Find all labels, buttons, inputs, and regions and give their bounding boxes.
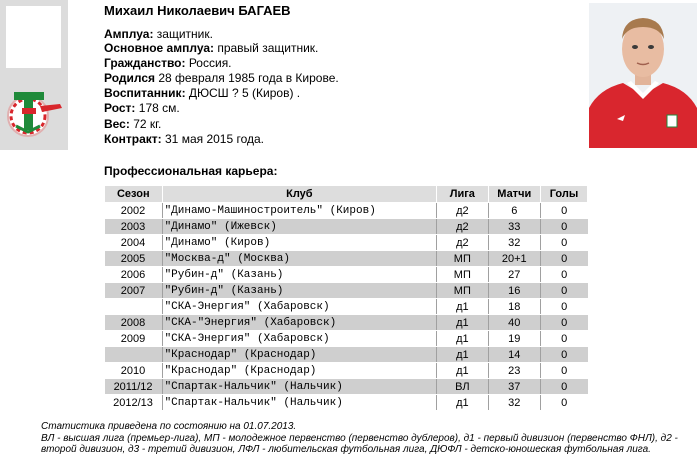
info-academy bbox=[104, 85, 300, 101]
info-value: защитник. bbox=[153, 27, 213, 41]
cell-matches: 14 bbox=[488, 347, 540, 363]
info-label: Контракт: bbox=[104, 132, 162, 146]
info-label: Амплуа: bbox=[104, 27, 154, 41]
stats-date-note: Статистика приведена по состоянию на 01.07.2013. bbox=[41, 421, 297, 432]
info-value: 72 кг. bbox=[129, 117, 162, 131]
cell-season: 2007 bbox=[105, 283, 163, 299]
cell-matches: 16 bbox=[488, 283, 540, 299]
cell-goals: 0 bbox=[540, 235, 587, 251]
cell-club: "СКА-Энергия" (Хабаровск) bbox=[162, 331, 437, 347]
cell-league: д1 bbox=[437, 395, 488, 411]
cell-season: 2004 bbox=[105, 235, 163, 251]
cell-league: МП bbox=[437, 251, 488, 267]
info-weight bbox=[104, 116, 161, 132]
info-value: 28 февраля 1985 года в Кирове. bbox=[155, 71, 339, 85]
cell-goals: 0 bbox=[540, 299, 587, 315]
cell-league: д1 bbox=[437, 299, 488, 315]
header-matches: Матчи bbox=[488, 186, 540, 203]
cell-season: 2009 bbox=[105, 331, 163, 347]
cell-season bbox=[105, 347, 163, 363]
cell-season: 2006 bbox=[105, 267, 163, 283]
info-value: 178 см. bbox=[135, 101, 180, 115]
info-label: Родился bbox=[104, 71, 156, 85]
cell-matches: 27 bbox=[488, 267, 540, 283]
info-label: Гражданство: bbox=[104, 56, 186, 70]
info-born bbox=[104, 70, 339, 86]
info-height bbox=[104, 100, 180, 116]
cell-season: 2005 bbox=[105, 251, 163, 267]
info-label: Рост: bbox=[104, 101, 136, 115]
header-goals: Голы bbox=[540, 186, 587, 203]
cell-club: "Рубин-д" (Казань) bbox=[162, 283, 437, 299]
info-value: Россия. bbox=[185, 56, 232, 70]
cell-goals: 0 bbox=[540, 203, 587, 219]
table-row bbox=[105, 251, 588, 267]
cell-goals: 0 bbox=[540, 363, 587, 379]
table-row bbox=[105, 379, 588, 395]
cell-club: "Спартак-Нальчик" (Нальчик) bbox=[162, 395, 437, 411]
cell-league: ВЛ bbox=[437, 379, 488, 395]
cell-goals: 0 bbox=[540, 283, 587, 299]
cell-matches: 40 bbox=[488, 315, 540, 331]
table-header-row bbox=[105, 186, 588, 203]
info-contract bbox=[104, 131, 264, 147]
cell-matches: 18 bbox=[488, 299, 540, 315]
cell-league: д1 bbox=[437, 347, 488, 363]
cell-league: МП bbox=[437, 283, 488, 299]
table-row bbox=[105, 299, 588, 315]
cell-club: "Краснодар" (Краснодар) bbox=[162, 363, 437, 379]
info-value: 31 мая 2015 года. bbox=[161, 132, 265, 146]
cell-matches: 19 bbox=[488, 331, 540, 347]
cell-league: д1 bbox=[437, 363, 488, 379]
table-row bbox=[105, 315, 588, 331]
cell-matches: 23 bbox=[488, 363, 540, 379]
table-row bbox=[105, 283, 588, 299]
cell-goals: 0 bbox=[540, 315, 587, 331]
cell-league: д2 bbox=[437, 235, 488, 251]
cell-season: 2003 bbox=[105, 219, 163, 235]
cell-goals: 0 bbox=[540, 395, 587, 411]
photo-placeholder bbox=[6, 6, 61, 68]
cell-matches: 32 bbox=[488, 235, 540, 251]
cell-club: "СКА-Энергия" (Хабаровск) bbox=[162, 299, 437, 315]
cell-season bbox=[105, 299, 163, 315]
cell-club: "Динамо" (Ижевск) bbox=[162, 219, 437, 235]
cell-club: "СКА-"Энергия" (Хабаровск) bbox=[162, 315, 437, 331]
cell-club: "Динамо" (Киров) bbox=[162, 235, 437, 251]
header-league: Лига bbox=[437, 186, 488, 203]
table-row bbox=[105, 203, 588, 219]
cell-season: 2010 bbox=[105, 363, 163, 379]
cell-league: д2 bbox=[437, 219, 488, 235]
cell-season: 2012/13 bbox=[105, 395, 163, 411]
cell-goals: 0 bbox=[540, 347, 587, 363]
info-citizenship bbox=[104, 55, 232, 71]
cell-club: "Москва-д" (Москва) bbox=[162, 251, 437, 267]
cell-league: д1 bbox=[437, 315, 488, 331]
table-row bbox=[105, 395, 588, 411]
cell-league: д1 bbox=[437, 331, 488, 347]
cell-goals: 0 bbox=[540, 379, 587, 395]
cell-season: 2008 bbox=[105, 315, 163, 331]
cell-matches: 32 bbox=[488, 395, 540, 411]
player-name: Михаил Николаевич БАГАЕВ bbox=[104, 3, 291, 18]
cell-club: "Спартак-Нальчик" (Нальчик) bbox=[162, 379, 437, 395]
cell-matches: 6 bbox=[488, 203, 540, 219]
cell-league: д2 bbox=[437, 203, 488, 219]
cell-goals: 0 bbox=[540, 331, 587, 347]
cell-matches: 33 bbox=[488, 219, 540, 235]
abbreviations-note: ВЛ - высшая лига (премьер-лига), МП - молодежное первенство (первенство дублеров), д1 - первый дивизион (первенство ФНЛ), д2 - второй дивизион, д3 - третий дивизион, ЛФЛ - любительская футбольная лига, ДЮФЛ - детско-юношеская футбольная лига. bbox=[41, 432, 678, 455]
header-season: Сезон bbox=[105, 186, 163, 203]
career-table bbox=[104, 185, 588, 411]
info-value: ДЮСШ ? 5 (Киров) . bbox=[185, 86, 301, 100]
career-title: Профессиональная карьера: bbox=[104, 164, 278, 178]
info-label: Вес: bbox=[104, 117, 130, 131]
left-sidebar bbox=[0, 0, 68, 150]
cell-season: 2011/12 bbox=[105, 379, 163, 395]
info-value: правый защитник. bbox=[214, 41, 319, 55]
cell-season: 2002 bbox=[105, 203, 163, 219]
career-table-body bbox=[105, 203, 588, 411]
cell-club: "Динамо-Машиностроитель" (Киров) bbox=[162, 203, 437, 219]
cell-goals: 0 bbox=[540, 267, 587, 283]
cell-matches: 37 bbox=[488, 379, 540, 395]
info-main-position bbox=[104, 40, 318, 56]
table-row bbox=[105, 219, 588, 235]
header-club: Клуб bbox=[162, 186, 437, 203]
table-row bbox=[105, 235, 588, 251]
table-row bbox=[105, 363, 588, 379]
torpedo-logo-icon bbox=[4, 82, 64, 142]
cell-club: "Краснодар" (Краснодар) bbox=[162, 347, 437, 363]
info-label: Основное амплуа: bbox=[104, 41, 214, 55]
table-row bbox=[105, 331, 588, 347]
cell-matches: 20+1 bbox=[488, 251, 540, 267]
footnotes bbox=[41, 421, 691, 456]
info-label: Воспитанник: bbox=[104, 86, 186, 100]
table-row bbox=[105, 347, 588, 363]
table-row bbox=[105, 267, 588, 283]
cell-goals: 0 bbox=[540, 251, 587, 267]
cell-league: МП bbox=[437, 267, 488, 283]
player-portrait bbox=[589, 3, 697, 148]
portrait-image bbox=[589, 3, 697, 148]
cell-goals: 0 bbox=[540, 219, 587, 235]
cell-club: "Рубин-д" (Казань) bbox=[162, 267, 437, 283]
